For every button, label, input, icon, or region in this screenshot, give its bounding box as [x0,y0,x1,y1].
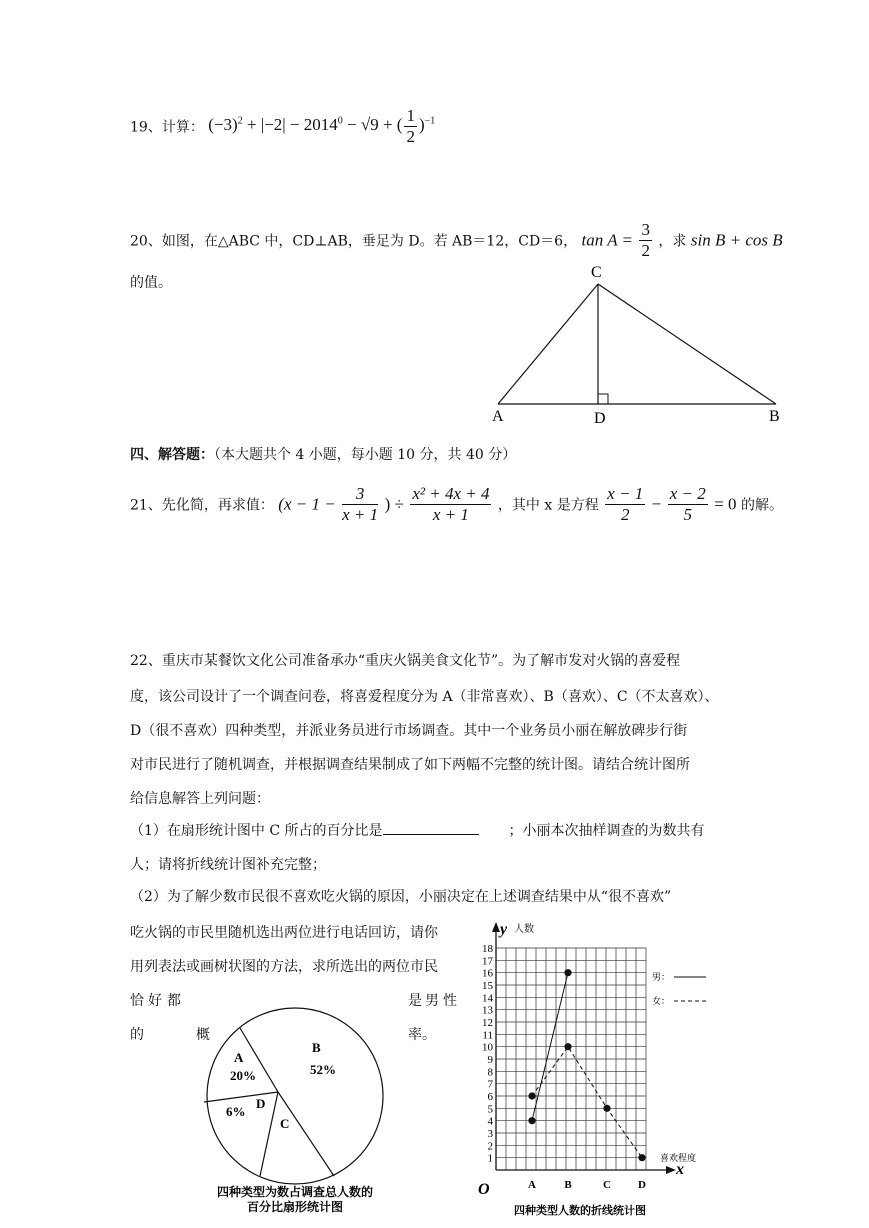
q22-sub2-d2: 好 [148,993,162,1009]
q21-fraction1: $\frac{3}{x + 1}$ [342,484,379,524]
section-heading [130,444,516,464]
chart-grid [492,922,676,1174]
q20-tan: tan A = [581,230,634,250]
q22-sub2-a: （2）为了解少数市民很不喜欢吃火锅的原因，小丽决定在上述调查结果中从“很不喜欢” [130,889,672,905]
pie-label-a: A [234,1050,244,1065]
q22-sub1-a: （1）在扇形统计图中 C 所占的百分比是 [130,823,383,839]
y-tick-label: 1 [487,1152,493,1165]
q22-line-2: 度，该公司设计了一个调查问卷，将喜爱程度分为 A（非常喜欢）、B（喜欢）、C（不太喜欢）、 [130,689,719,705]
q21-minus: − [651,494,662,514]
q21-fraction3: $\frac{x - 1}{2}$ [607,484,644,524]
vertex-b-label: B [769,408,780,425]
q22-sub2-b: 吃火锅的市民里随机选出两位进行电话回访，请你 [130,925,438,941]
section-title: 四、解答题： [130,447,214,463]
q21-part5: 的解。 [740,497,783,514]
q21-part3: ，其中 x 是方程 [497,497,599,514]
y-tick-label: 4 [487,1115,493,1128]
y-tick-label: 13 [482,1004,493,1017]
pie-chart [200,1006,390,1216]
point-d-label: D [594,410,606,427]
pie-label-b-pct: 52% [310,1062,336,1077]
q21 [130,484,783,525]
chart-title: 四种类型人数的折线统计图 [514,1205,646,1217]
series-point-女 [564,1043,571,1050]
q19-term1-exp: 2 [237,115,243,127]
q22-sub2-c: 用列表法或画树状图的方法，求所选出的两位市民 [130,959,438,975]
x-tick-label: C [603,1179,611,1191]
pie-label-d: D [256,1096,266,1111]
q19-label: 19、计算： [130,119,204,136]
y-tick-label: 12 [482,1017,493,1029]
series-point-女 [603,1105,610,1112]
q22-sub2-d1: 恰 [130,993,144,1009]
y-tick-label: 2 [487,1140,493,1153]
q22-sub1-b: ；小丽本次抽样调查的为数共有 [508,823,705,839]
q20-line2: 的值。 [130,275,172,291]
q21-part4: = 0 [714,494,737,514]
line-chart [470,918,720,1224]
series-line-女 [532,1047,642,1158]
q19-term4: ) [418,115,425,135]
y-tick-label: 8 [487,1066,493,1079]
q20-fraction: $\frac{3}{2}$ [641,220,650,260]
q22-sub2-d4: 是 [408,993,422,1009]
pie-caption-2: 百分比扇形统计图 [246,1200,344,1214]
legend-female-label: 女： [652,996,671,1006]
y-tick-label: 16 [482,967,493,980]
pie-label-c: C [280,1116,290,1131]
q21-part2: ) ÷ [384,494,404,514]
pie-group [204,1008,383,1184]
x-axis-label: 喜欢程度 [660,1153,697,1163]
x-tick-label: D [638,1179,646,1191]
y-tick-label: 3 [487,1128,493,1140]
triangle-figure [480,258,800,430]
q19-term2: + |−2| − 2014 [242,115,338,135]
q22-sub2-d5: 男 [425,993,439,1009]
q19-fraction: $\frac{1}{2}$ [406,106,415,146]
x-tick-label: B [564,1179,572,1191]
y-tick-label: 10 [482,1041,493,1054]
q22-line-5: 给信息解答上列问题： [130,791,270,807]
q21-fraction2: $\frac{\text{x² + 4x + 4}}{x + 1}$ [412,484,490,524]
q20 [130,220,783,261]
origin-label: O [478,1181,490,1198]
y-tick-label: 6 [487,1091,493,1103]
q21-label: 21、先化简，再求值： [130,497,274,514]
x-tick-label: A [528,1179,536,1191]
y-axis-arrow [492,922,500,932]
q22-sub2-e3: 率。 [408,1027,436,1043]
pie-caption-1: 四种类型为数占调查总人数的 [216,1185,374,1199]
right-angle-mark [598,394,608,404]
series-point-男 [564,969,571,976]
pie-label-a-pct: 20% [230,1068,256,1083]
q22-line-1: 22、重庆市某餐饮文化公司准备承办“重庆火锅美食文化节”。为了解市发对火锅的喜爱程 [130,653,681,669]
legend-male-label: 男： [652,972,671,982]
q21-fraction4: $\frac{x - 2}{5}$ [669,484,706,524]
y-tick-label: 5 [487,1103,493,1116]
pie-label-b: B [312,1040,321,1055]
q21-part1: (x − 1 − [278,494,336,514]
y-axis-letter: y [500,921,508,938]
q20-label: 20、如图，在△ABC 中，CD⊥AB，垂足为 D。若 AB＝12，CD＝6， [130,233,578,250]
q19-term3: − √9 + ( [342,115,403,135]
series-point-男 [528,1117,535,1124]
pie-label-d-pct: 6% [226,1104,246,1119]
q19 [130,106,435,147]
chart-ticks [482,943,646,1191]
series-point-女 [528,1092,535,1099]
vertex-c-label: C [591,264,602,281]
q22-sub1-c: 人；请将折线统计图补充完整； [130,857,326,873]
vertex-a-label: A [492,408,504,425]
q22-sub2-d3: 都 [167,993,181,1009]
y-tick-label: 14 [482,992,493,1005]
q20-ask-expr: sin B + cos B [690,230,783,250]
q22-sub1 [130,820,705,840]
segment-bc [598,284,776,404]
y-tick-label: 17 [482,955,493,968]
q22-line-4: 对市民进行了随机调查，并根据调查结果制成了如下两幅不完整的统计图。请结合统计图所 [130,757,690,773]
section-note: （本大题共个 4 小题，每小题 10 分，共 40 分） [214,447,517,463]
x-axis-letter: x [676,1161,684,1178]
q19-term2-exp: 0 [337,115,343,127]
answer-blank[interactable] [383,820,479,835]
q22-line-3: D（很不喜欢）四种类型，并派业务员进行市场调查。其中一个业务员小丽在解放碑步行街 [130,723,688,739]
y-tick-label: 11 [482,1029,493,1042]
y-tick-label: 15 [482,980,493,992]
y-axis-label: 人数 [514,924,534,935]
q19-expression [208,106,436,146]
pie-outline [207,1008,383,1184]
y-tick-label: 18 [482,943,493,955]
x-axis-arrow [666,1166,676,1174]
y-tick-label: 9 [487,1054,493,1066]
q20-ask: ，求 [658,233,687,250]
series-point-女 [638,1154,645,1161]
q22-sub2-e2: 概 [196,1027,210,1043]
y-tick-label: 7 [487,1078,493,1091]
q22-sub2-d6: 性 [443,993,457,1009]
q19-term1: (−3) [208,115,238,135]
q22-sub2-e1: 的 [130,1027,144,1043]
q19-term4-exp: −1 [424,115,436,127]
segment-ac [498,284,598,404]
